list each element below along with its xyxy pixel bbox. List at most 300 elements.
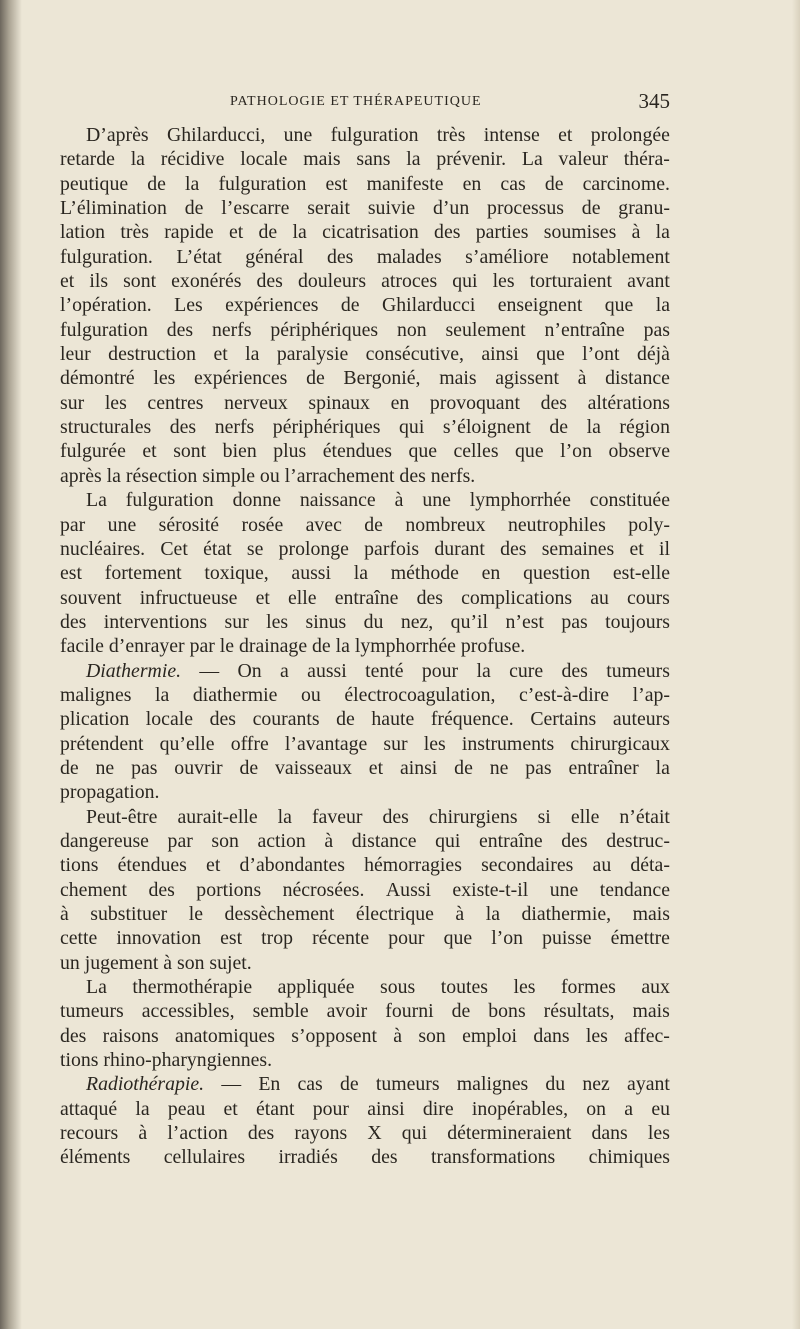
word: étendues <box>322 440 392 463</box>
word: accessibles, <box>141 1000 235 1023</box>
word: haute <box>371 708 415 731</box>
word: de <box>340 294 360 317</box>
word: à <box>577 367 587 390</box>
word: la <box>277 805 292 828</box>
word: locale <box>240 148 288 171</box>
word: des <box>166 318 194 341</box>
word: distance <box>351 829 417 852</box>
word: Aussi <box>385 878 431 901</box>
word: des <box>540 391 567 414</box>
word: intense <box>483 124 540 146</box>
word: sérosité <box>158 513 220 536</box>
word: La <box>86 489 107 512</box>
word: rayons <box>294 1122 348 1145</box>
word: les <box>647 1122 670 1145</box>
word: destruction <box>108 343 197 366</box>
text-line <box>60 245 670 269</box>
word: chimiques <box>588 1146 670 1169</box>
word: plication <box>60 708 130 731</box>
word: que <box>536 343 565 366</box>
word: que <box>408 440 437 463</box>
word: fortement <box>104 562 182 585</box>
text-line <box>60 951 670 975</box>
word: à <box>394 489 404 512</box>
running-header <box>60 89 670 114</box>
word: sur <box>383 732 408 755</box>
word: l’on <box>491 927 524 950</box>
word: faveur <box>311 805 363 828</box>
word: n’entraîne <box>544 318 625 341</box>
word: sans <box>356 148 391 171</box>
word: processus <box>487 197 564 220</box>
word: agissent <box>495 367 559 390</box>
word: son <box>418 1024 446 1047</box>
word: L’état <box>176 245 222 268</box>
word: des <box>169 416 197 439</box>
word: des <box>60 610 87 633</box>
word: fulguration <box>330 124 419 146</box>
word: de <box>184 197 204 220</box>
word: nerveux <box>224 391 288 414</box>
word: innovation <box>116 927 202 950</box>
word: tendance <box>599 878 670 901</box>
word: l’action <box>167 1122 228 1145</box>
word: de <box>339 1073 359 1096</box>
line-text: facile d’enrayer par le drainage de la lymphorrhée profuse. <box>60 635 526 658</box>
word: ou <box>301 683 321 706</box>
text-line <box>60 999 670 1023</box>
word: peutique <box>60 172 129 195</box>
text-line <box>60 488 670 512</box>
word: nucléaires. <box>60 537 146 560</box>
word: n’est <box>505 610 544 633</box>
word: mais <box>632 1000 670 1023</box>
word: tenté <box>365 659 404 682</box>
word: sont <box>123 270 157 293</box>
word: aurait-elle <box>177 805 258 828</box>
word: a <box>624 1097 634 1120</box>
word: des <box>500 537 527 560</box>
word: donne <box>232 489 281 512</box>
word: fulguration. <box>60 245 153 268</box>
text-line <box>60 829 670 853</box>
word: l’ap- <box>632 683 670 706</box>
word: poly- <box>628 513 670 536</box>
word: Peut-être <box>86 805 158 828</box>
word: fulgurée <box>60 440 126 463</box>
word: bons <box>488 1000 526 1023</box>
word: des <box>416 586 443 609</box>
word: Bergonié, <box>343 367 421 390</box>
section-heading: Radiothérapie. <box>86 1073 205 1096</box>
word: prolongée <box>590 124 670 146</box>
word: semaines <box>541 537 615 560</box>
word: suivie <box>367 197 416 220</box>
word: Certains <box>530 708 597 731</box>
word: ouvrir <box>174 756 223 779</box>
word: électrocoagulation, <box>344 683 496 706</box>
word: état <box>203 537 232 560</box>
text-line <box>60 415 670 439</box>
word: valeur <box>558 148 608 171</box>
text-line <box>60 878 670 902</box>
word: ne <box>95 756 115 779</box>
word: destruc- <box>606 829 670 852</box>
word: et <box>142 440 157 463</box>
text-line <box>60 902 670 926</box>
word: la <box>292 221 307 244</box>
word: paralysie <box>276 343 349 366</box>
text-line <box>60 1121 670 1145</box>
word: nerfs <box>212 318 252 341</box>
word: les <box>266 610 289 633</box>
text-line <box>60 293 670 317</box>
word: fréquence. <box>430 708 514 731</box>
word: malignes <box>456 1073 529 1096</box>
word: les <box>513 976 536 999</box>
word: de <box>60 756 79 779</box>
word: dangereuse <box>60 829 149 852</box>
word: puisse <box>542 927 592 950</box>
word: déta- <box>630 854 670 877</box>
text-line <box>60 366 670 390</box>
word: la <box>655 756 670 779</box>
word: peau <box>167 1097 206 1120</box>
word: sur <box>60 391 85 414</box>
word: torturaient <box>529 270 612 293</box>
word: région <box>619 416 670 439</box>
word: prévenir. <box>436 148 507 171</box>
word: les <box>585 1024 608 1047</box>
word: aux <box>641 976 670 999</box>
text-line <box>60 586 670 610</box>
word: malades <box>376 245 442 268</box>
text-line <box>60 391 670 415</box>
word: elle <box>570 805 600 828</box>
line-text: après la résection simple ou l’arrachement des nerfs. <box>60 464 476 487</box>
word: substituer <box>90 903 168 925</box>
word: de <box>306 367 325 390</box>
word: chirurgicaux <box>570 732 670 755</box>
word: diathermie, <box>521 903 612 925</box>
word: tumeurs <box>375 1073 440 1096</box>
word: toutes <box>440 976 488 999</box>
line-text: un jugement à son sujet. <box>60 951 252 974</box>
word: tumeurs <box>60 1000 124 1023</box>
word: rapide <box>164 221 214 244</box>
word: détermineraient <box>447 1122 572 1145</box>
word: nécrosées. <box>282 878 365 901</box>
word: diathermie <box>192 683 278 706</box>
page-edge <box>792 0 800 1329</box>
word: des <box>561 659 588 682</box>
word: nez, <box>400 610 434 633</box>
word: constituée <box>589 489 670 512</box>
text-line <box>60 1024 670 1048</box>
word: durant <box>434 537 485 560</box>
word: déjà <box>636 343 670 366</box>
word: ayant <box>627 1073 670 1096</box>
word: à <box>455 903 465 925</box>
word: à <box>393 1024 403 1047</box>
word: inopérables, <box>471 1097 569 1120</box>
word: de <box>454 756 473 779</box>
word: est <box>325 172 348 195</box>
text-line <box>60 683 670 707</box>
word: méthode <box>390 562 459 585</box>
text-line <box>60 634 670 658</box>
word: la <box>476 659 491 682</box>
word: des <box>371 1146 398 1169</box>
word: formes <box>560 976 616 999</box>
word: on <box>586 1097 607 1120</box>
word: sous <box>380 976 416 999</box>
word: et <box>228 221 244 244</box>
word: en <box>462 172 482 195</box>
word: une <box>422 489 451 512</box>
word: parties <box>475 221 529 244</box>
word: complications <box>461 586 573 609</box>
word: D’après <box>86 124 149 146</box>
word: tions <box>60 854 99 877</box>
word: de <box>239 756 259 779</box>
word: de <box>364 513 383 536</box>
word: qui <box>435 829 461 852</box>
word: anatomiques <box>174 1024 275 1047</box>
word: entraîner <box>568 756 639 779</box>
word: la <box>245 343 260 366</box>
word: au <box>592 854 612 877</box>
word: cellulaires <box>163 1146 246 1169</box>
word: sur <box>224 610 249 633</box>
text-line <box>60 707 670 731</box>
word: transformations <box>431 1146 556 1169</box>
word: démontré <box>60 367 135 390</box>
word: soumises <box>543 221 617 244</box>
word: d’un <box>432 197 470 220</box>
word: exonérés <box>171 270 242 293</box>
word: éléments <box>60 1146 131 1169</box>
word: La <box>521 148 543 171</box>
word: de <box>544 172 564 195</box>
word: et <box>255 586 270 609</box>
word: cas <box>500 172 526 195</box>
word: l’on <box>560 440 592 463</box>
word: périphériques <box>272 416 381 439</box>
word: malignes <box>60 683 132 706</box>
word: locale <box>145 708 194 731</box>
body-text <box>60 123 670 1170</box>
word: sont <box>173 440 207 463</box>
word: la <box>586 416 601 439</box>
word: La <box>86 976 107 999</box>
word: de <box>147 172 166 195</box>
word: manifeste <box>366 172 444 195</box>
word: que <box>515 440 544 463</box>
word: pour <box>312 1097 349 1120</box>
word: et <box>629 537 644 560</box>
word: à <box>138 1122 148 1145</box>
word: neutrophiles <box>507 513 606 536</box>
word: du <box>545 1073 566 1096</box>
word: cours <box>627 586 670 609</box>
text-line <box>60 1048 670 1072</box>
word: trop <box>261 927 294 950</box>
word: L’élimination <box>60 197 167 220</box>
word: des <box>60 1024 87 1047</box>
word: dire <box>422 1097 454 1120</box>
running-title: PATHOLOGIE ET THÉRAPEUTIQUE <box>230 94 482 109</box>
text-line <box>60 537 670 561</box>
text-line <box>60 269 670 293</box>
text-line <box>60 780 670 804</box>
word: a <box>280 659 289 682</box>
word: des <box>256 270 283 293</box>
text-line <box>60 196 670 220</box>
word: qui <box>452 270 478 293</box>
word: observe <box>608 440 670 463</box>
text-line <box>60 220 670 244</box>
word: des <box>247 1122 275 1145</box>
word: s’éloignent <box>442 416 531 439</box>
word: non <box>396 318 427 341</box>
word: pas <box>561 610 588 633</box>
word: par <box>60 513 86 536</box>
word: les <box>492 270 515 293</box>
line-text: propagation. <box>60 781 160 804</box>
text-line <box>60 318 670 342</box>
word: la <box>185 172 200 195</box>
word: irradiés <box>278 1146 338 1169</box>
word: en <box>390 391 410 414</box>
line-text: tions rhino-pharyngiennes. <box>60 1049 273 1072</box>
word: infructueuse <box>139 586 238 609</box>
word: et <box>206 854 221 877</box>
text-line <box>60 1145 670 1169</box>
word: électrique <box>355 903 434 925</box>
word: Cet <box>160 537 188 560</box>
word: pas <box>525 756 552 779</box>
word: qu’elle <box>159 732 215 755</box>
word: qu’il <box>450 610 489 633</box>
word: consécutive, <box>365 343 464 366</box>
word: une <box>107 513 137 536</box>
word: récente <box>312 927 370 950</box>
word: structurales <box>60 416 152 439</box>
text-line <box>60 513 670 537</box>
word: et <box>223 1097 238 1120</box>
word: la <box>655 294 670 317</box>
word: — <box>199 659 220 682</box>
word: résultats, <box>543 1000 615 1023</box>
word: avec <box>305 513 342 536</box>
word: aussi <box>307 659 347 682</box>
word: la <box>353 562 369 585</box>
word: portions <box>196 878 262 901</box>
word: des <box>209 708 236 731</box>
word: qui <box>399 416 425 439</box>
word: question <box>523 562 591 585</box>
word: mais <box>632 903 670 925</box>
text-line <box>60 464 670 488</box>
word: avant <box>627 270 670 293</box>
word: s’améliore <box>465 245 549 268</box>
word: la <box>406 148 421 171</box>
word: emploi <box>462 1024 518 1047</box>
word: les <box>423 732 446 755</box>
word: entraîne <box>334 586 399 609</box>
word: cette <box>60 927 98 950</box>
word: centres <box>147 391 204 414</box>
word: il <box>658 537 670 560</box>
word: — <box>221 1073 242 1096</box>
word: est <box>220 927 243 950</box>
word: mais <box>303 148 341 171</box>
word: lymphorrhée <box>469 489 571 512</box>
word: nez <box>582 1073 610 1096</box>
word: et <box>368 756 384 779</box>
word: vaisseaux <box>275 756 352 779</box>
word: est <box>60 562 82 585</box>
word: ainsi <box>367 1097 405 1120</box>
word: récidive <box>160 148 225 171</box>
word: thermothérapie <box>132 976 253 999</box>
word: retarde <box>60 148 115 171</box>
word: étendues <box>117 854 187 877</box>
word: fourni <box>385 1000 434 1023</box>
word: seulement <box>445 318 526 341</box>
word: celles <box>453 440 499 463</box>
text-line <box>60 561 670 585</box>
word: émettre <box>610 927 670 950</box>
word: les <box>153 367 176 390</box>
word: nerfs <box>214 416 255 439</box>
word: hémorragies <box>364 854 462 877</box>
word: des <box>326 245 354 268</box>
word: action <box>257 829 306 852</box>
word: l’avantage <box>284 732 368 755</box>
word: cicatrisation <box>322 221 419 244</box>
word: ainsi <box>399 756 438 779</box>
word: enseignent <box>497 294 583 317</box>
word: de <box>549 416 569 439</box>
word: notablement <box>572 245 670 268</box>
word: cas <box>297 1073 323 1096</box>
word: chement <box>60 878 128 901</box>
word: raisons <box>102 1024 159 1047</box>
word: X <box>367 1122 382 1145</box>
word: son <box>211 829 239 852</box>
word: des <box>561 829 588 852</box>
word: aussi <box>291 562 331 585</box>
word: tumeurs <box>606 659 670 682</box>
word: périphériques <box>270 318 379 341</box>
word: pas <box>643 318 670 341</box>
word: dans <box>533 1024 570 1047</box>
word: du <box>363 610 384 633</box>
word: ainsi <box>481 343 519 366</box>
word: pas <box>131 756 158 779</box>
word: affec- <box>624 1024 670 1047</box>
text-line <box>60 610 670 634</box>
section-heading: Diathermie. <box>86 659 182 682</box>
text-line <box>60 756 670 780</box>
word: à <box>631 221 641 244</box>
word: fulguration <box>60 318 148 341</box>
word: provoquant <box>429 391 520 414</box>
word: n’était <box>619 805 670 828</box>
word: c’est-à-dire <box>519 683 610 706</box>
